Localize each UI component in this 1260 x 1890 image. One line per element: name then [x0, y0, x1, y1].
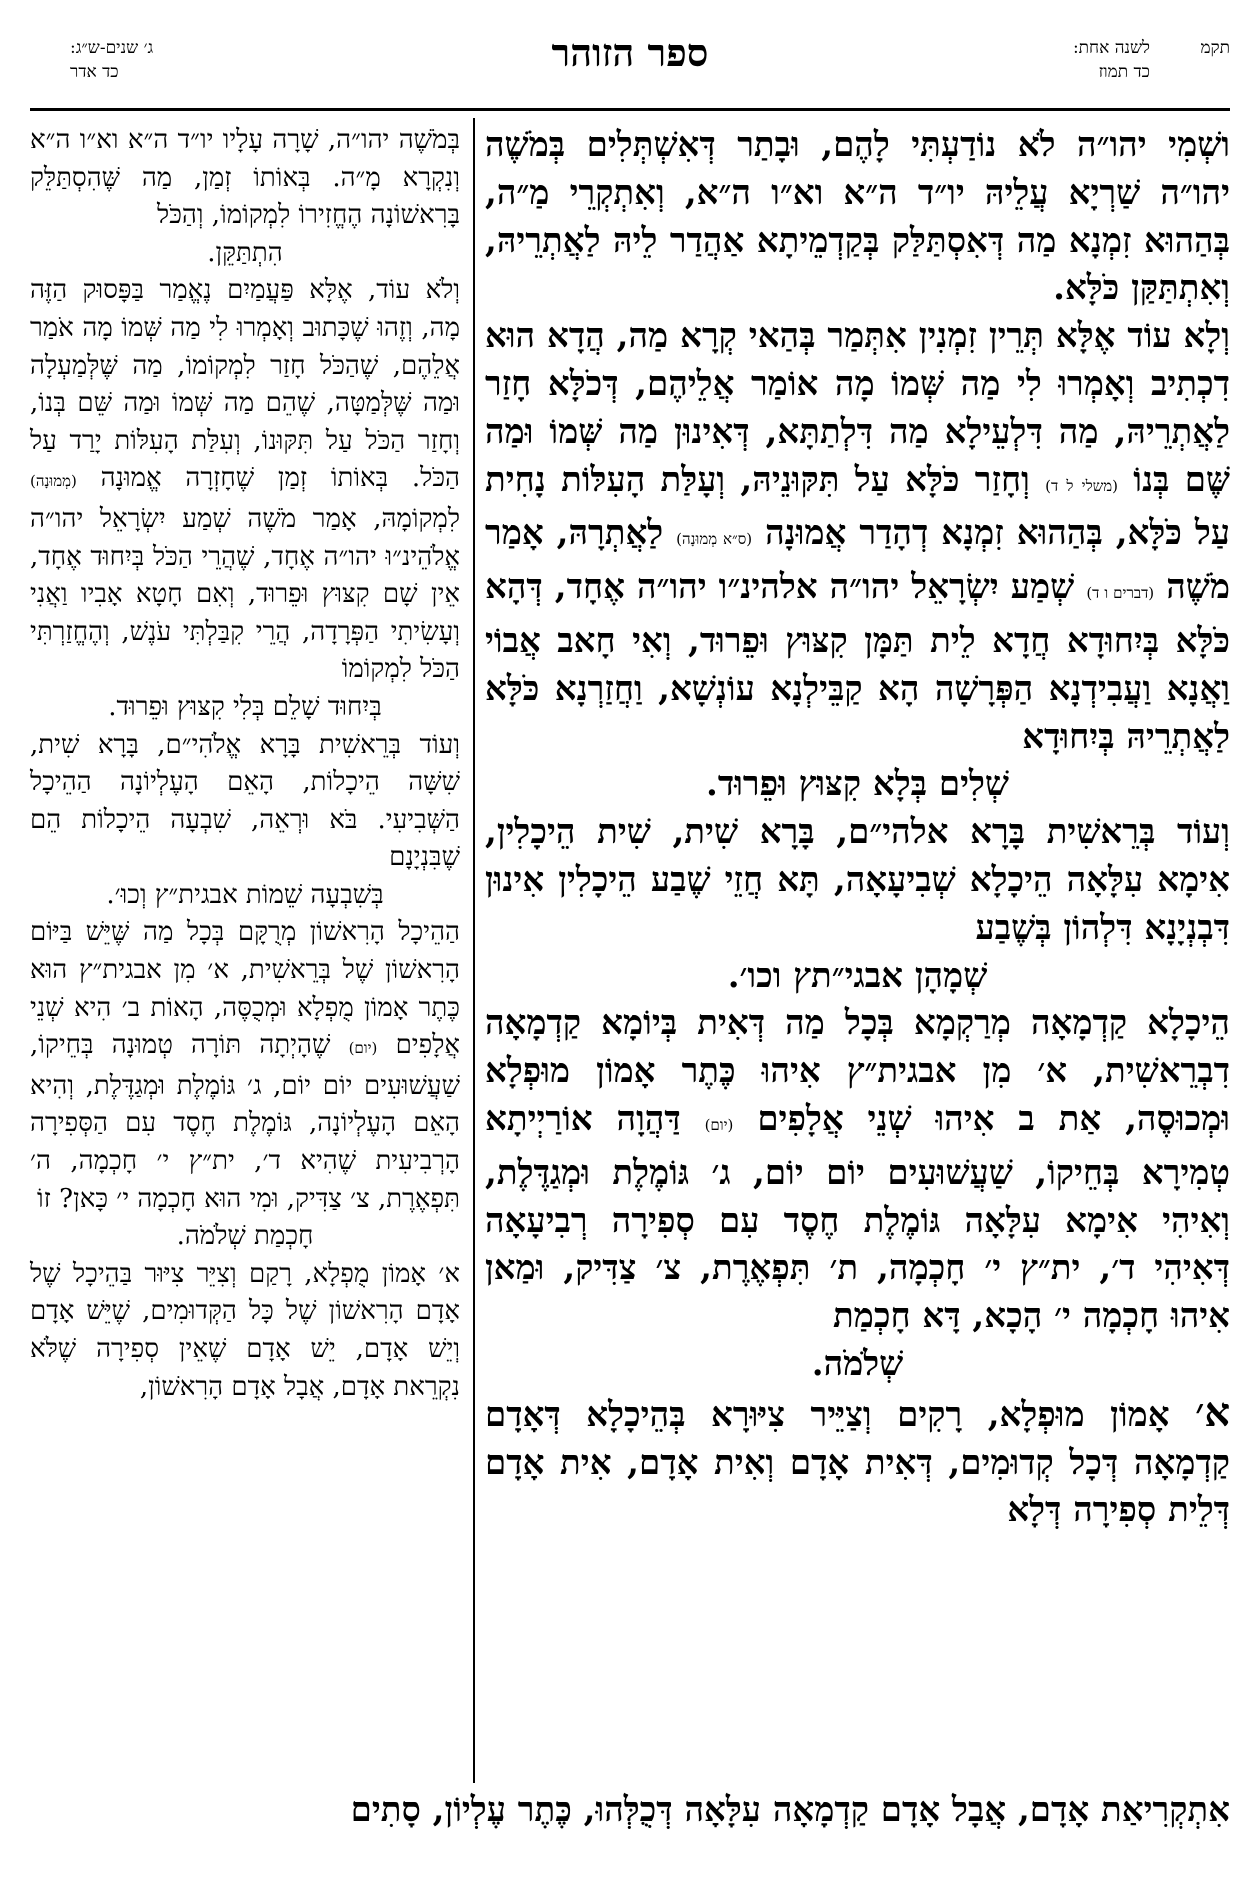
variant-note: (יום) — [348, 1039, 378, 1058]
main-paragraph-2-cont3: שְׁמַע יִשְׂרָאֵל יהו״ה אלהינ״ו יהו״ה אֶחָד, דְּהָא כֹּלָּא בְּיִחוּדָא חֲדָא לֵית תַּמָּן קִצּוּץ וּפֵרוּד, וְאִי חָאב אֲבוֹי וַאֲנָא וַעֲבִידְנָא הַפְּרָשָׁה הָא קַבֵּילְנָא עוֹנְשָׁא, וַחֲזַרְנָא כֹּלָּא לַאֲתְרֵיהּ בְּיִחוּדָא — [485, 567, 1230, 757]
side-paragraph-1: בְּמֹשֶׁה יהו״ה, שָׁרָה עָלָיו יו״ד ה״א וא״ו ה״א וְנִקְרָא מָ״ה. בְּאוֹתוֹ זְמַן, מַה שֶּׁהִסְתַּלֵּק בָּרִאשׁוֹנָה הֶחֱזִירוֹ לִמְקוֹמוֹ, וְהַכֹּל — [30, 125, 460, 231]
main-text-column — [485, 122, 1230, 1535]
side-paragraph-4-cont: שֶׁהָיְתָה תּוֹרָה טְמוּנָה בְּחֵיקוֹ, שַׁעֲשׁוּעִים יוֹם יוֹם, ג׳ גּוֹמֶלֶת וּמְגַדֶּלֶת, וְהִיא הָאֵם הָעֶלְיוֹנָה, גּוֹמֶלֶת חֶסֶד עִם הַסְּפִירָה הָרְבִיעִית שֶׁהִיא ד׳, ית״ץ י׳ חָכְמָה, ה׳ תִּפְאֶרֶת, צ׳ צַדִּיק, וּמִי הוּא חָכְמָה י׳ כָּאן? זוֹ — [30, 1030, 460, 1214]
variant-note: (ס״א מְמוּנָה) — [676, 530, 753, 549]
variant-note: (מְמוּנָה) — [30, 472, 77, 491]
main-paragraph-2-text: וְלָא עוֹד אֶלָּא תְּרֵין זִמְנִין אִתְּמַר בְּהַאי קְרָא מַה, הֲדָא הוּא דִכְתִיב וְאָמְרוּ לִי מַה שְּׁמוֹ מָה אוֹמַר אֲלֵיהֶם, דְּכֹלָּא חָזַר לַאֲתְרֵיהּ, מַה דִּלְעֵילָא מַה דִּלְתַתָּא, דְּאִינוּן מַה שְּׁמוֹ וּמַה שֶּׁם בְּנוֹ — [485, 316, 1230, 500]
side-paragraph-2-text: וְלֹא עוֹד, אֶלָּא פַּעֲמַיִם נֶאֱמַר בַּפָּסוּק הַזֶּה מָה, וְזֶהוּ שֶׁכָּתוּב וְאָמְרוּ לִי מַה שְּׁמוֹ מָה אֹמַר אֲלֵהֶם, שֶׁהַכֹּל חָזַר לִמְקוֹמוֹ, מַה שֶּׁלְּמַעְלָה וּמַה שֶּׁלְּמַטָּה, שֶׁהֵם מַה שְּׁמוֹ וּמַה שֵּׁם בְּנוֹ, וְחָזַר הַכֹּל עַל תִּקּוּנוֹ, וְעִלַּת הָעִלּוֹת יָרַד עַל הַכֹּל. בְּאוֹתוֹ זְמַן שֶׁחָזְרָה אֱמוּנָה — [30, 275, 461, 494]
side-paragraph-2-cont: לִמְקוֹמָהּ, אָמַר מֹשֶׁה שְׁמַע יִשְׂרָאֵל יהו״ה אֱלֹהֵינ״וּ יהו״ה אֶחָד, שֶׁהֲרֵי הַכֹּל בְּיִחוּד אֶחָד, אֵין שָׁם קִצּוּץ וּפֵרוּד, וְאִם חָטָא אָבִיו וַאֲנִי וְעָשִׂיתִי הַפְּרָדָה, הֲרֵי קִבַּלְתִּי עֹנֶשׁ, וְהֶחֱזַרְתִּי הַכֹּל לִמְקוֹמוֹ — [30, 503, 460, 685]
header-left-info-line2: כד אדר — [70, 62, 119, 82]
source-reference: (משלי ל ד) — [1045, 476, 1118, 495]
side-paragraph-5: א׳ אָמוֹן מֻפְלָא, רָקַם וְצִיֵּר צִיּוּר בַּהֵיכָל שֶׁל אָדָם הָרִאשׁוֹן שֶׁל כָּל הַקְּדוּמִים, שֶׁיֵּשׁ אָדָם וְיֵשׁ אָדָם, יֵשׁ אָדָם שֶׁאֵין סְפִירָה שֶׁלֹּא נִקְרֵאת אָדָם, אֲבָל אָדָם הָרִאשׁוֹן, — [30, 1258, 460, 1402]
main-paragraph-2-cont2: לַאֲתְרָהּ, אָמַר מֹשֶׁה — [485, 513, 1230, 608]
side-paragraph-4-end: חָכְמַת שְׁלֹמֹה. — [176, 1221, 314, 1252]
header-left-info-line1: ג׳ שנים-ש״ג: — [70, 38, 154, 58]
column-divider — [473, 118, 475, 1783]
side-paragraph-1-end: הִתְתַּקֵּן. — [207, 237, 283, 268]
main-paragraph-3-end: שְׁמָהָן אבגי״תץ וכו׳. — [727, 955, 988, 996]
bottom-line: אִתְקְרִיאַת אָדָם, אֲבָל אָדָם קַדְמָאָה עִלָּאָה דְּכֻלְּהוּ, כֶּתֶר עֶלְיוֹן, סָתִים — [350, 1790, 1230, 1830]
source-reference: (דברים ו ד) — [1086, 584, 1155, 603]
main-paragraph-4 — [485, 1000, 1230, 1341]
header-right-info-line1: לשנה אחת: — [1072, 38, 1150, 58]
translation-column — [30, 122, 460, 1406]
header-page-label: תקמ — [1200, 38, 1230, 58]
main-paragraph-4-cont: דַּהֲוָה אוֹרַיְיתָא טְמִירָא בְּחֵיקוֹ, שַׁעֲשׁוּעִים יוֹם יוֹם, ג׳ גּוֹמֶלֶת וּמְגַדֶּלֶת, וְאִיהִי אִימָא עִלָּאָה גּוֹמֶלֶת חֶסֶד עִם סְפִירָה רְבִיעָאָה דְּאִיהִי ד׳, ית״ץ י׳ חָכְמָה, ת׳ תִּפְאֶרֶת, צ׳ צַדִּיק, וּמַאן אִיהוּ חָכְמָה י׳ הָכָא, דָּא חָכְמַת — [485, 1098, 1231, 1337]
header-right-info — [1073, 36, 1150, 84]
main-paragraph-5 — [485, 1389, 1230, 1535]
main-paragraph-3: וְעוֹד בְּרֵאשִׁית בָּרָא אלהי״ם, בָּרָא שִׁית, שִׁית הֵיכָלִין, אִימָא עִלָּאָה הֵיכָלָא שְׁבִיעָאָה, תָּא חֲזֵי שֶׁבַע הֵיכָלִין אִינוּן דִּבְנְיָנָא דִּלְהוֹן בְּשֶׁבַע — [485, 812, 1230, 948]
side-paragraph-3-end: בְּשִׁבְעָה שֵׁמוֹת אבגית״ץ וְכוּ׳. — [106, 879, 384, 910]
main-paragraph-4-end: שְׁלֹמֹה. — [811, 1343, 904, 1384]
header-rule — [30, 108, 1230, 111]
side-paragraph-2-end: בְּיִחוּד שָׁלֵם בְּלִי קִצּוּץ וּפֵרוּד. — [108, 691, 382, 722]
page — [30, 30, 1230, 1860]
book-title: ספר הזוהר — [551, 30, 709, 75]
main-paragraph-2-end: שְׁלִים בְּלָא קִצּוּץ וּפֵרוּד. — [706, 764, 1009, 805]
main-paragraph-2-cont: וְחָזַר כֹּלָּא עַל תִּקּוּנֵיהּ, וְעָלַּת הָעִלּוֹת נָחִית עַל כֹּלָּא, בְּהַהוּא זִמְנָא דְהָדַר אֲמוּנָה — [485, 459, 1230, 554]
initial-letter: א׳ — [1195, 1388, 1230, 1436]
main-paragraph-1: ושְׁמִי יהו״ה לֹא נוֹדַעְתִּי לָהֶם, וּבָתַר דְּאִשְׁתְּלִים בְּמֹשֶׁה יהו״ה שַׁרְיָא עֲלֵיהּ יו״ד ה״א וא״ו ה״א, וְאִתְקְרֵי מַ״ה, בְּהַהוּא זִמְנָא מַה דְּאִסְתַּלַּק בְּקַדְמֵיתָא אַהֲדַר לֵיהּ לַאֲתְרֵיהּ, וְאִתְתַּקַּן כֹּלָּא. — [485, 125, 1230, 309]
header-left-info — [70, 36, 153, 84]
variant-note: (יום) — [704, 1115, 734, 1134]
header-right-info-line2: כד תמוז — [1098, 62, 1150, 82]
side-paragraph-3: וְעוֹד בְּרֵאשִׁית בָּרָא אֱלֹהִי״ם, בָּרָא שִׁית, שִׁשָּׁה הֵיכָלוֹת, הָאֵם הָעֶלְיוֹנָה הַהֵיכָל הַשְּׁבִיעִי. בֹּא וּרְאֵה, שִׁבְעָה הֵיכָלוֹת הֵם שֶׁבִּנְיָנָם — [30, 729, 460, 873]
main-paragraph-2 — [485, 313, 1230, 761]
page-header — [30, 30, 1230, 110]
side-paragraph-2 — [30, 272, 460, 689]
main-paragraph-4-text: הֵיכָלָא קַדְמָאָה מְרַקְמָא בְּכָל מַה דְּאִית בְּיוֹמָא קַדְמָאָה דִבְרֵאשִׁית, א׳ מִן אבגית״ץ אִיהוּ כֶּתֶר אָמוֹן מוּפְלָא וּמְכוּסֶה, אַת ב אִיהוּ שְׁנֵי אֲלָפִים — [485, 1003, 1230, 1139]
side-paragraph-4 — [30, 914, 460, 1218]
side-paragraph-4-text: הַהֵיכָל הָרִאשׁוֹן מְרֻקָּם בְּכָל מַה שֶּׁיֵּשׁ בַּיּוֹם הָרִאשׁוֹן שֶׁל בְּרֵאשִׁית, א׳ מִן אבגית״ץ הוּא כֶּתֶר אָמוֹן מֻפְלָא וּמְכֻסֶּה, הָאוֹת ב׳ הִיא שְׁנֵי אֲלָפִים — [30, 917, 461, 1061]
main-paragraph-5-text: אָמוֹן מוּפְלָא, רָקִים וְצַיֵּיר צִיּוּרָא בְּהֵיכָלָא דְּאָדָם קַדְמָאָה דְּכָל קְדוּמִים, דְּאִית אָדָם וְאִית אָדָם, אִית אָדָם דְּלֵית סְפִירָה דְּלָא — [485, 1394, 1230, 1531]
